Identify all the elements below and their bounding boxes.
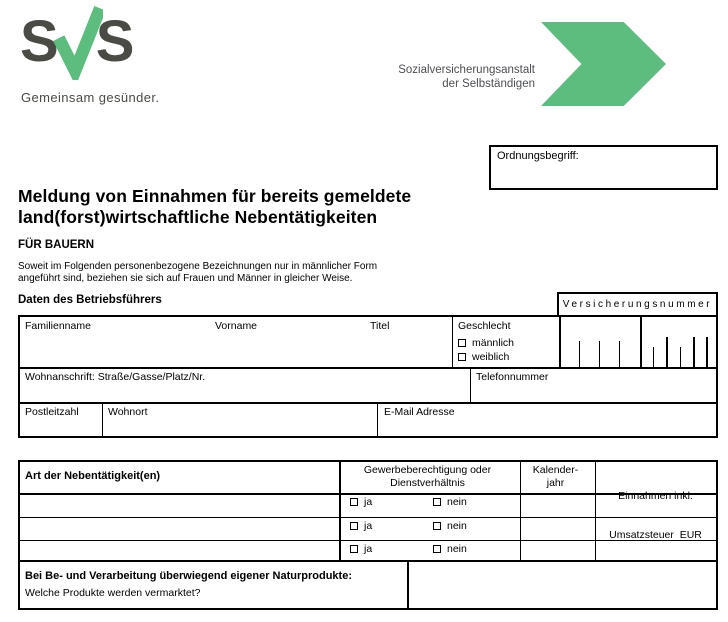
column-header-einnahmen-line2: Umsatzsteuer EUR [609,529,702,541]
column-header-art: Art der Nebentätigkeit(en) [25,470,161,482]
column-divider [102,404,103,436]
column-header-einnahmen [593,464,718,568]
label-vorname: Vorname [215,320,258,332]
kalenderjahr-row3-field[interactable] [521,541,595,560]
row3-ja-option [350,544,372,554]
naturprodukte-box [18,560,718,610]
column-divider [452,317,453,367]
label-weiblich: weiblich [472,351,510,363]
label-maennlich: männlich [472,337,515,349]
checkbox-weiblich[interactable] [458,353,466,361]
org-name-line2: der Selbständigen [442,78,535,90]
checkbox-ja-row2[interactable] [350,522,358,530]
disclaimer-line1: Soweit im Folgenden personenbezogene Bezeichnungen nur in männlicher Form [18,261,378,272]
label-wohnort: Wohnort [108,406,148,418]
taetigkeit-row2-field[interactable] [20,519,339,540]
row2-ja-option [350,521,372,531]
label-nein-row3: nein [447,543,467,555]
produkte-field[interactable] [409,562,716,608]
checkbox-nein-row2[interactable] [433,522,441,530]
column-header-kalenderjahr-line1: Kalender- [532,464,579,476]
logo-tagline: Gemeinsam gesünder. [21,90,160,105]
page-title [18,186,411,228]
label-nein-row2: nein [447,520,467,532]
label-nein-row1: nein [447,496,467,508]
label-email: E-Mail Adresse [384,406,455,418]
column-divider [470,369,471,402]
ordnungsbegriff-label: Ordnungsbegriff: [497,150,579,162]
column-header-gewerbe-line1: Gewerbeberechtigung oder [363,464,492,476]
svs-logo [20,10,132,80]
column-header-kalenderjahr-line2: jahr [546,477,565,489]
label-geschlecht: Geschlecht [458,320,511,332]
column-header-kalenderjahr [518,464,593,490]
label-ja-row2: ja [364,520,373,532]
taetigkeit-row3-field[interactable] [20,541,339,560]
checkbox-maennlich[interactable] [458,339,466,347]
label-wohnanschrift: Wohnanschrift: Straße/Gasse/Platz/Nr. [25,371,206,383]
versicherungsnummer-header: Versicherungsnummer [557,292,718,317]
disclaimer-line2: angeführt sind, beziehen sie sich auf Frauen und Männer in gleicher Weise. [18,273,353,284]
checkbox-nein-row3[interactable] [433,545,441,553]
name-field[interactable] [20,329,450,367]
naturprodukte-question: Welche Produkte werden vermarktet? [25,587,201,599]
geschlecht-weiblich-option [458,352,509,362]
org-name [398,63,535,91]
geschlecht-maennlich-option [458,338,514,348]
column-header-einnahmen-line1: Einnahmen inkl. [618,490,693,502]
row3-nein-option [433,544,467,554]
disclaimer-text [18,261,377,285]
column-header-gewerbe-line2: Dienstverhältnis [390,477,465,489]
page-title-line1: Meldung von Einnahmen für bereits gemeldete [18,186,412,206]
checkbox-ja-row3[interactable] [350,545,358,553]
naturprodukte-bold-text: Bei Be- und Verarbeitung überwiegend eigener Naturprodukte: [25,570,352,582]
page-title-line2: land(forst)wirtschaftliche Nebentätigkeiten [18,207,378,227]
logo-letter-s2: S [95,9,133,74]
page-subtitle: FÜR BAUERN [18,239,95,251]
row-divider [20,367,716,369]
label-telefonnummer: Telefonnummer [476,371,549,383]
label-ja-row3: ja [364,543,373,555]
column-header-gewerbe [337,464,518,490]
label-postleitzahl: Postleitzahl [25,406,79,418]
row1-nein-option [433,497,467,507]
versicherungsnummer-field[interactable] [561,317,716,367]
label-familienname: Familienname [25,320,91,332]
kalenderjahr-row1-field[interactable] [521,495,595,517]
logo-letter-s1: S [20,9,57,74]
column-divider [377,404,378,436]
kalenderjahr-row2-field[interactable] [521,519,595,540]
org-name-line1: Sozialversicherungsanstalt [398,64,535,76]
label-ja-row1: ja [364,496,373,508]
row1-ja-option [350,497,372,507]
row2-nein-option [433,521,467,531]
row-divider [20,402,716,404]
label-titel: Titel [370,320,390,332]
checkbox-ja-row1[interactable] [350,498,358,506]
checkbox-nein-row1[interactable] [433,498,441,506]
taetigkeit-row1-field[interactable] [20,495,339,517]
section-heading-betriebsfuehrer: Daten des Betriebsführers [18,294,162,306]
